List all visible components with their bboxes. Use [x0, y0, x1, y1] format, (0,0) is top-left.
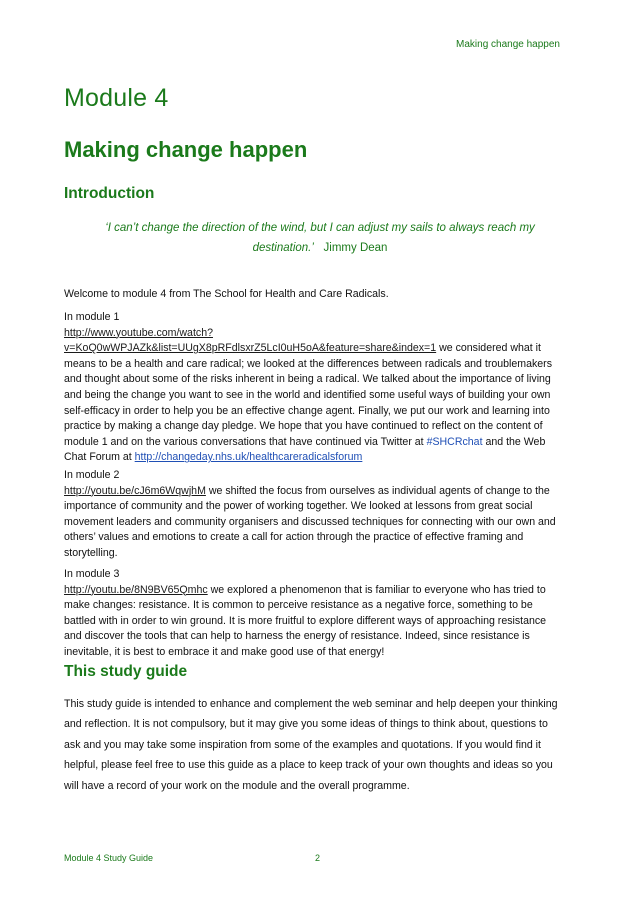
- epigraph-quote: [80, 218, 560, 258]
- module3-text: we explored a phenomenon that is familiar to everyone who has tried to make changes: resistance. It is common to perceive resistance as a negative force, something to be battled with in order to win ground. It is more fruitful to explore different ways of approaching resistance and discover the tools that can help to harness the energy of resistance. Indeed, since resistance is inevitable, it is best to embrace it and make good use of that energy!: [64, 583, 547, 658]
- module1-text-a: we considered what it means to be a health and care radical; we looked at the differences between radicals and troublemakers and thought about some of the risks inherent in being a radical. We talked about the importance of living and being the change you want to see in the world and identified some useful ways of building your own self-efficacy in order to help you be an effective change agent. Finally, we put our work and learning into practice by making a change day pledge. We hope that you have continued to reflect on the content of module 1 and on the various conversations that have continued via Twitter at: [64, 342, 553, 448]
- study-guide-paragraph: This study guide is intended to enhance and complement the web seminar and help deepen your thinking and reflection. It is not compulsory, but it may give you some ideas of things to think about, questions to ask and you may take some inspiration from some of the examples and quotations. If you would find it helpful, please feel free to use this guide as a place to keep track of your own thoughts and ideas so you will have a record of your work on the module and the overall programme.: [64, 698, 558, 792]
- study-guide-heading: This study guide: [64, 663, 188, 680]
- forum-link[interactable]: http://changeday.nhs.uk/healthcareradicalsforum: [134, 451, 363, 464]
- module3-video-link[interactable]: http://youtu.be/8N9BV65Qmhc: [64, 583, 208, 596]
- quote-author: Jimmy Dean: [323, 242, 388, 254]
- module2-label: In module 2: [64, 469, 120, 481]
- module3-label: In module 3: [64, 568, 120, 580]
- welcome-text: Welcome to module 4 from The School for Health and Care Radicals.: [64, 288, 389, 300]
- module1-paragraph: [64, 326, 564, 466]
- welcome-paragraph: [64, 287, 564, 303]
- running-header: Making change happen: [456, 39, 560, 50]
- quote-text: ‘I can’t change the direction of the wind, but I can adjust my sails to always reach my destination.’: [105, 222, 535, 254]
- module3-section: [64, 567, 564, 661]
- module1-video-link[interactable]: http://www.youtube.com/watch?v=KoQ0wWPJAZk&list=UUgX8pRFdlsxrZ5LcI0uH5oA&feature=share&index=1: [64, 326, 437, 355]
- twitter-hashtag[interactable]: #SHCRchat: [426, 435, 483, 448]
- footer-title: Module 4 Study Guide: [64, 853, 154, 863]
- module2-video-link[interactable]: http://youtu.be/cJ6m6WqwjhM: [64, 484, 206, 497]
- module2-section: [64, 468, 564, 562]
- introduction-heading: Introduction: [64, 185, 155, 202]
- module1-section: [64, 310, 564, 466]
- module2-paragraph: [64, 484, 564, 562]
- page-number: 2: [315, 853, 321, 863]
- module2-text: we shifted the focus from ourselves as individual agents of change to the importance of community and the power of working together. We looked at lessons from great social movement leaders and community organisers and discussed techniques for connecting with our own and others’ values and emotions to create a call for action through the practice of effective framing and storytelling.: [64, 484, 556, 559]
- module1-text-b: and the Web Chat Forum at: [64, 435, 546, 464]
- module3-paragraph: [64, 583, 564, 661]
- page-title: Making change happen: [64, 137, 308, 162]
- module-title: Module 4: [64, 84, 169, 112]
- module1-label: In module 1: [64, 311, 120, 323]
